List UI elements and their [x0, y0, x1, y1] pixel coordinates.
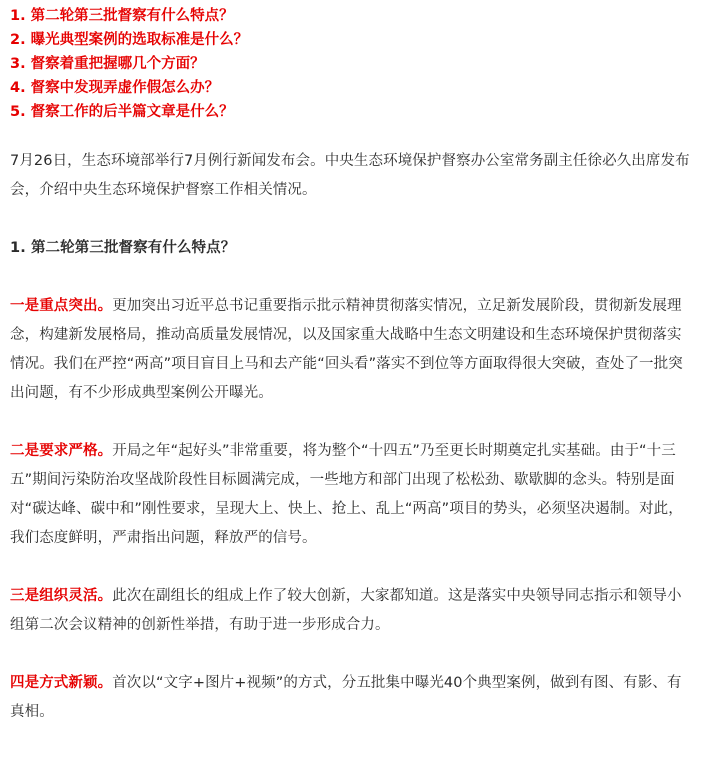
point-paragraph-2 [10, 437, 695, 553]
point-text-3: 此次在副组长的组成上作了较大创新，大家都知道。这是落实中央领导同志指示和领导小组第二次会议精神的创新性举措，有助于进一步形成合力。 [10, 588, 682, 633]
point-text-4: 首次以“文字+图片+视频”的方式，分五批集中曝光40个典型案例，做到有图、有影、有真相。 [10, 675, 682, 720]
point-text-1: 更加突出习近平总书记重要指示批示精神贯彻落实情况，立足新发展阶段，贯彻新发展理念，构建新发展格局，推动高质量发展情况，以及国家重大战略中生态文明建设和生态环境保护贯彻落实情况。我们在严控“两高”项目盲目上马和去产能“回头看”落实不到位等方面取得很大突破，查处了一批突出问题，有不少形成典型案例公开曝光。 [10, 298, 683, 401]
point-paragraph-3 [10, 582, 695, 640]
point-text-2: 开局之年“起好头”非常重要，将为整个“十四五”乃至更长时期奠定扎实基础。由于“十三五”期间污染防治攻坚战阶段性目标圆满完成，一些地方和部门出现了松松劲、歇歇脚的念头。特别是面对“碳达峰、碳中和”刚性要求，呈现大上、快上、抢上、乱上“两高”项目的势头，必须坚决遏制。对此，我们态度鲜明，严肃指出问题，释放严的信号。 [10, 443, 683, 546]
question-link-5[interactable]: 5. 督察工作的后半篇文章是什么？ [10, 104, 234, 120]
point-lead-3: 三是组织灵活。 [10, 588, 113, 604]
point-paragraph-4 [10, 669, 695, 727]
point-lead-4: 四是方式新颖。 [10, 675, 113, 691]
point-lead-2: 二是要求严格。 [10, 443, 113, 459]
question-link-1[interactable]: 1. 第二轮第三批督察有什么特点？ [10, 8, 234, 24]
question-link-3[interactable]: 3. 督察着重把握哪几个方面？ [10, 56, 205, 72]
section-heading: 1. 第二轮第三批督察有什么特点？ [10, 240, 236, 256]
question-link-2[interactable]: 2. 曝光典型案例的选取标准是什么？ [10, 32, 249, 48]
question-link-4[interactable]: 4. 督察中发现弄虚作假怎么办？ [10, 80, 220, 96]
point-paragraph-1 [10, 292, 695, 408]
intro-paragraph: 7月26日，生态环境部举行7月例行新闻发布会。中央生态环境保护督察办公室常务副主任徐必久出席发布会，介绍中央生态环境保护督察工作相关情况。 [10, 153, 690, 198]
question-list [10, 6, 695, 126]
point-lead-1: 一是重点突出。 [10, 298, 113, 314]
